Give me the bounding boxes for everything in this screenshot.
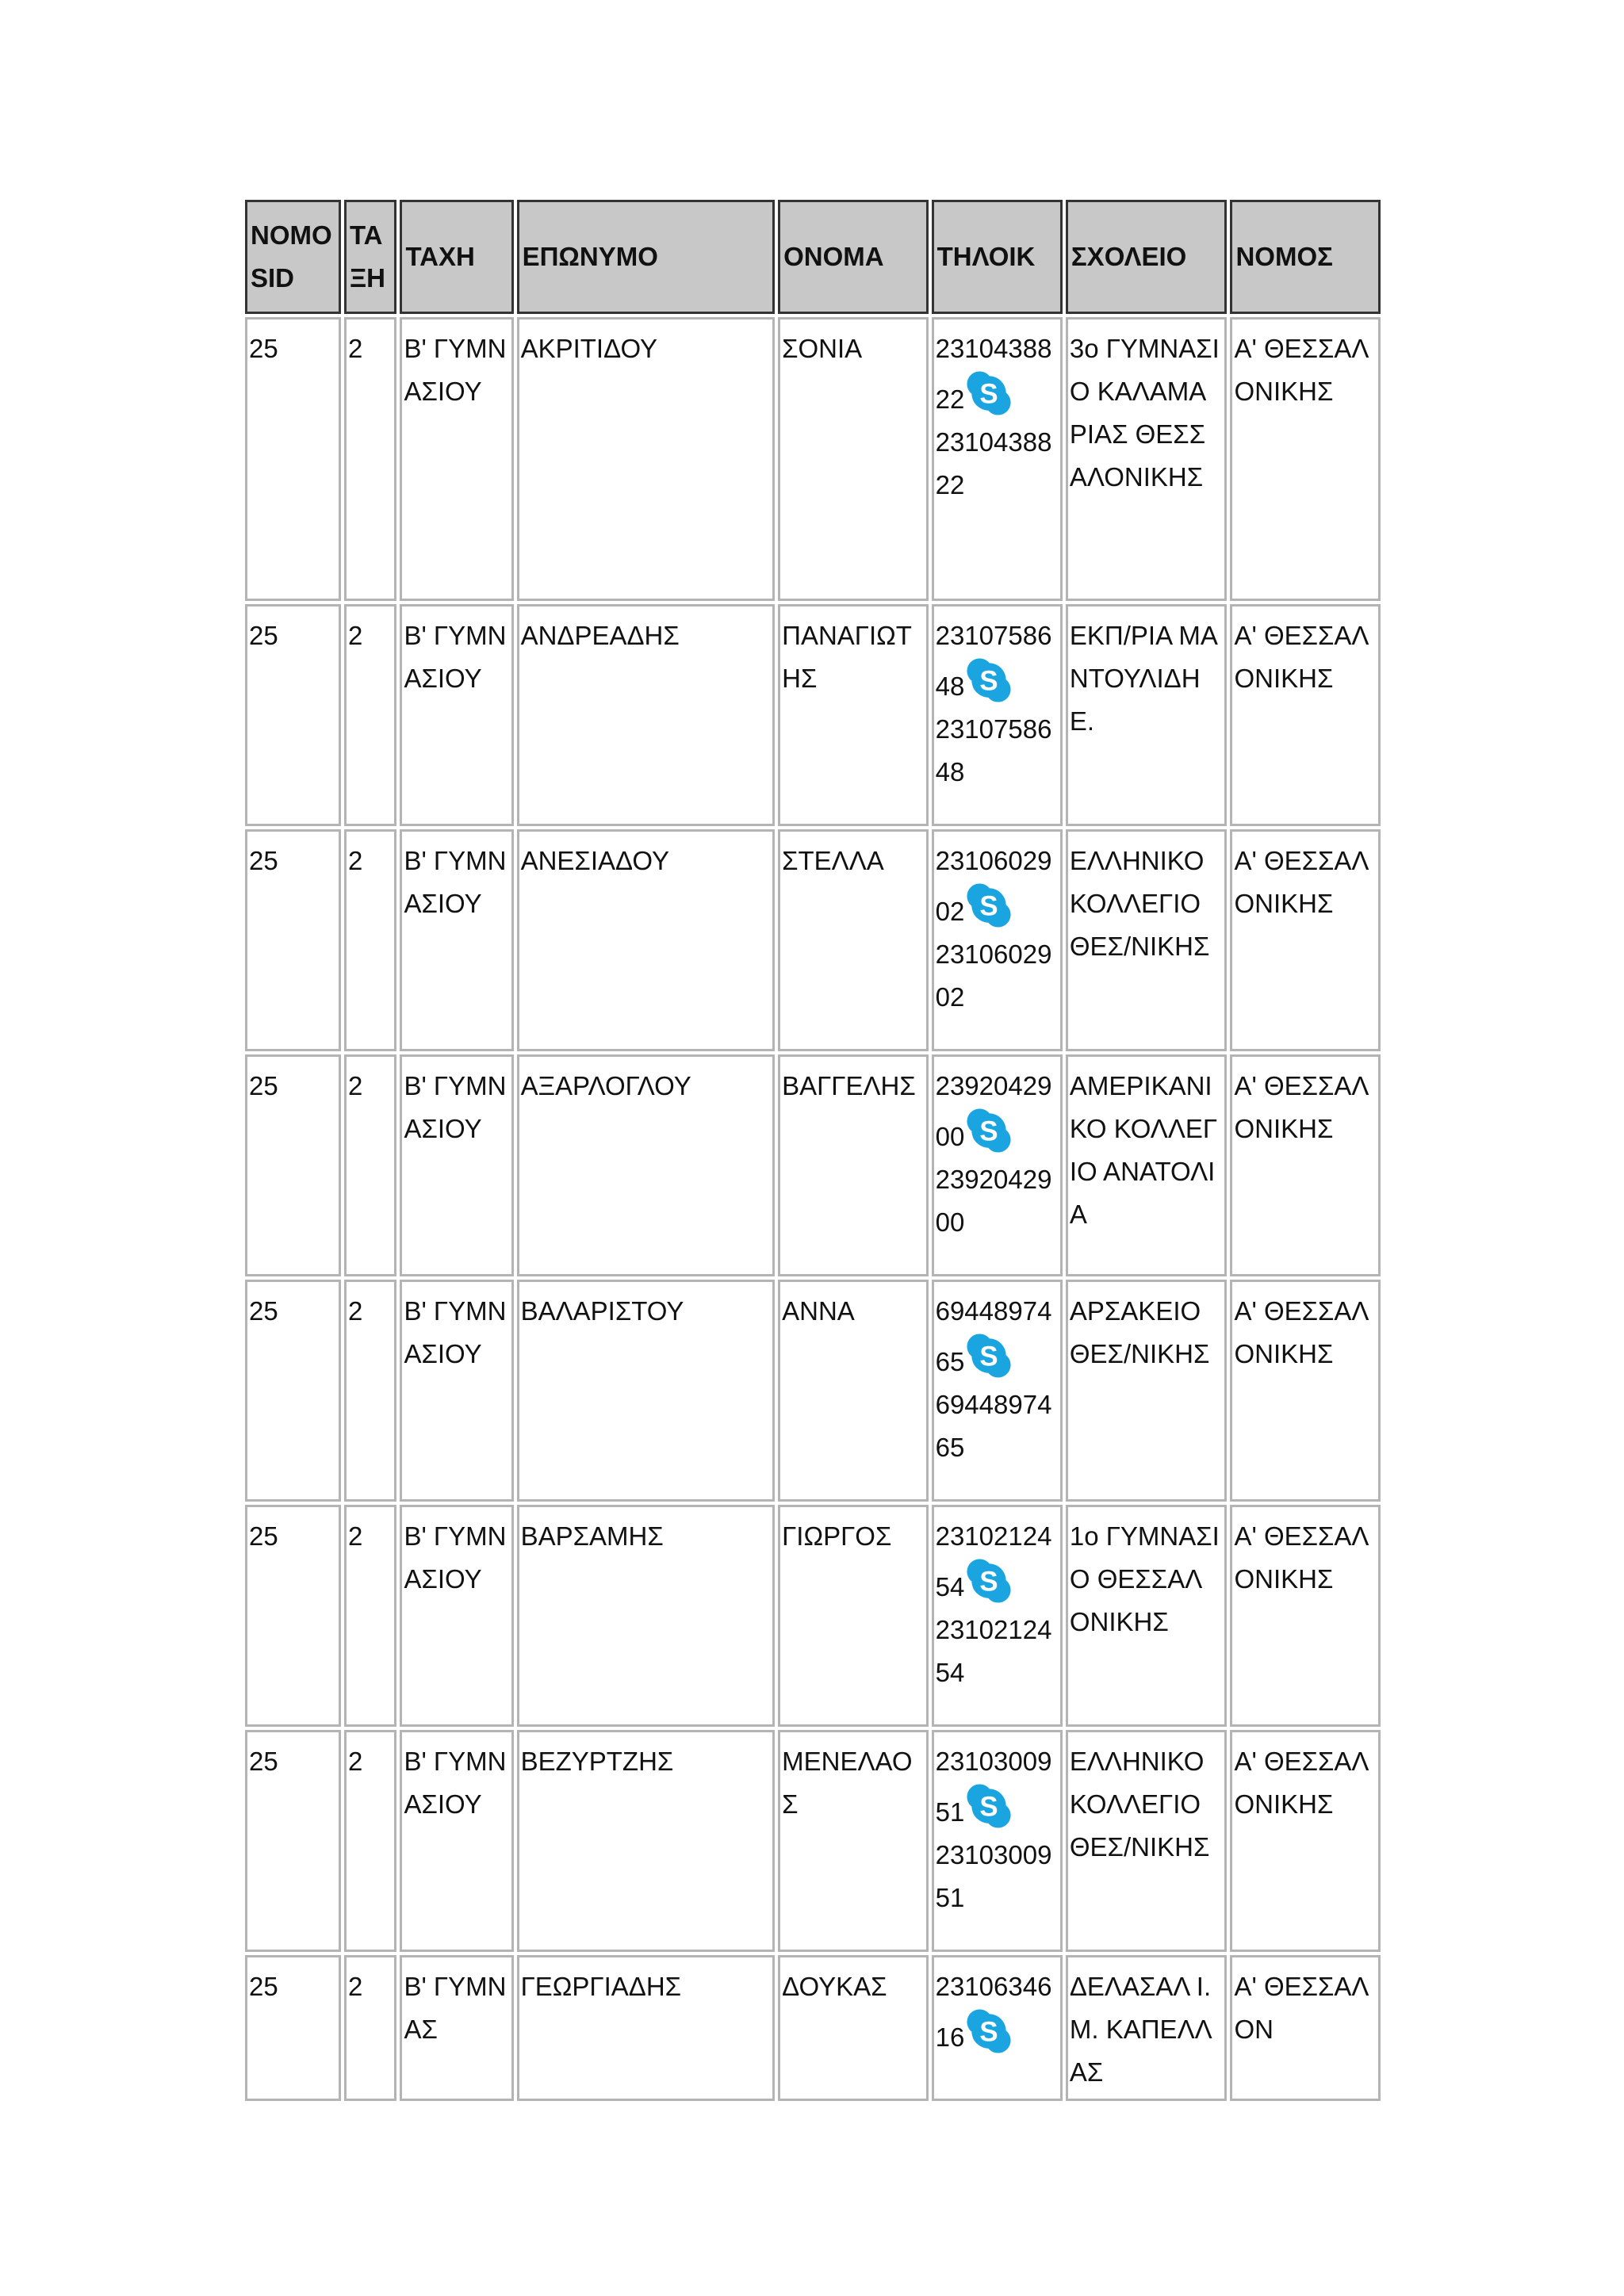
header-nomosid: NOMO SID (245, 200, 341, 314)
phone-number-repeat: 2310212454 (935, 1615, 1052, 1687)
cell-onoma: ΣΤΕΛΛΑ (778, 829, 928, 1051)
table-row (245, 1955, 1381, 2101)
cell-nomos: Α' ΘΕΣΣΑΛΟΝΙΚΗΣ (1230, 1730, 1381, 1952)
cell-nomos: Α' ΘΕΣΣΑΛΟΝΙΚΗΣ (1230, 829, 1381, 1051)
phone-number: 2310634616 (935, 1972, 1052, 2052)
cell-taxi: 2 (344, 317, 397, 601)
cell-phone (932, 1730, 1063, 1952)
skype-icon[interactable] (966, 2008, 1012, 2054)
phone-number-repeat: 2310300951 (935, 1840, 1052, 1912)
cell-taxi: 2 (344, 1054, 397, 1276)
svg-text:S: S (979, 1791, 998, 1823)
table-row (245, 317, 1381, 601)
cell-taxi: 2 (344, 1280, 397, 1502)
cell-sxoleio: ΕΛΛΗΝΙΚΟ ΚΟΛΛΕΓΙΟ ΘΕΣ/ΝΙΚΗΣ (1066, 1730, 1228, 1952)
cell-nomos: Α' ΘΕΣΣΑΛΟΝΙΚΗΣ (1230, 1054, 1381, 1276)
svg-text:S: S (979, 378, 998, 410)
skype-icon[interactable] (966, 1558, 1012, 1604)
phone-number-repeat: 2310602902 (935, 939, 1052, 1012)
cell-nomos: Α' ΘΕΣΣΑΛΟΝΙΚΗΣ (1230, 604, 1381, 826)
cell-taxh: Β' ΓΥΜΝΑΣΙΟΥ (400, 1505, 513, 1727)
cell-onoma: ΠΑΝΑΓΙΩΤΗΣ (778, 604, 928, 826)
cell-sxoleio: ΕΛΛΗΝΙΚΟ ΚΟΛΛΕΓΙΟ ΘΕΣ/ΝΙΚΗΣ (1066, 829, 1228, 1051)
cell-sxoleio: 1ο ΓΥΜΝΑΣΙΟ ΘΕΣΣΑΛΟΝΙΚΗΣ (1066, 1505, 1228, 1727)
cell-sxoleio: ΕΚΠ/ΡΙΑ ΜΑΝΤΟΥΛΙΔΗ Ε. (1066, 604, 1228, 826)
cell-eponymo: ΑΚΡΙΤΙΔΟΥ (517, 317, 776, 601)
cell-eponymo: ΒΑΛΑΡΙΣΤΟΥ (517, 1280, 776, 1502)
cell-taxh: Β' ΓΥΜΝΑΣΙΟΥ (400, 604, 513, 826)
phone-number: 2310602902 (935, 846, 1052, 926)
phone-number-repeat: 2310758648 (935, 714, 1052, 786)
cell-taxi: 2 (344, 1730, 397, 1952)
cell-sxoleio: ΔΕΛΑΣΑΛ Ι.Μ. ΚΑΠΕΛΛΑΣ (1066, 1955, 1228, 2101)
header-onoma: ΟΝΟΜΑ (778, 200, 928, 314)
table-row (245, 1730, 1381, 1952)
skype-icon[interactable] (966, 1783, 1012, 1829)
svg-text:S: S (979, 890, 998, 922)
svg-text:S: S (979, 1341, 998, 1372)
students-table (242, 197, 1384, 2104)
cell-phone (932, 1955, 1063, 2101)
skype-icon[interactable] (966, 882, 1012, 928)
cell-taxi: 2 (344, 604, 397, 826)
cell-taxh: Β' ΓΥΜΝΑΣΙΟΥ (400, 1280, 513, 1502)
cell-nomosid: 25 (245, 1955, 341, 2101)
cell-taxi: 2 (344, 1955, 397, 2101)
cell-taxi: 2 (344, 829, 397, 1051)
cell-nomosid: 25 (245, 1505, 341, 1727)
phone-number-repeat: 6944897465 (935, 1390, 1052, 1462)
table-row (245, 1505, 1381, 1727)
table-row (245, 1280, 1381, 1502)
phone-number: 2310212454 (935, 1521, 1052, 1601)
cell-eponymo: ΓΕΩΡΓΙΑΔΗΣ (517, 1955, 776, 2101)
cell-eponymo: ΑΝΔΡΕΑΔΗΣ (517, 604, 776, 826)
skype-icon[interactable] (966, 1333, 1012, 1379)
skype-icon[interactable] (966, 1108, 1012, 1154)
svg-text:S: S (979, 2016, 998, 2048)
table-row (245, 1054, 1381, 1276)
header-tiloik: ΤΗΛΟΙΚ (932, 200, 1063, 314)
cell-sxoleio: ΑΡΣΑΚΕΙΟ ΘΕΣ/ΝΙΚΗΣ (1066, 1280, 1228, 1502)
cell-eponymo: ΑΝΕΣΙΑΔΟΥ (517, 829, 776, 1051)
cell-phone (932, 829, 1063, 1051)
cell-nomosid: 25 (245, 829, 341, 1051)
phone-number: 6944897465 (935, 1296, 1052, 1376)
table-row (245, 829, 1381, 1051)
cell-taxh: Β' ΓΥΜΝΑΣ (400, 1955, 513, 2101)
cell-nomos: Α' ΘΕΣΣΑΛΟΝΙΚΗΣ (1230, 1505, 1381, 1727)
cell-phone (932, 1054, 1063, 1276)
cell-sxoleio: ΑΜΕΡΙΚΑΝΙΚΟ ΚΟΛΛΕΓΙΟ ΑΝΑΤΟΛΙΑ (1066, 1054, 1228, 1276)
cell-onoma: ΜΕΝΕΛΑΟΣ (778, 1730, 928, 1952)
cell-onoma: ΓΙΩΡΓΟΣ (778, 1505, 928, 1727)
table-header-row (245, 200, 1381, 314)
skype-icon[interactable] (966, 370, 1012, 416)
svg-text:S: S (979, 1566, 998, 1598)
header-sxoleio: ΣΧΟΛΕΙΟ (1066, 200, 1228, 314)
cell-nomosid: 25 (245, 1730, 341, 1952)
cell-taxh: Β' ΓΥΜΝΑΣΙΟΥ (400, 1054, 513, 1276)
header-eponymo: ΕΠΩΝΥΜΟ (517, 200, 776, 314)
cell-nomos: Α' ΘΕΣΣΑΛΟΝ (1230, 1955, 1381, 2101)
cell-taxh: Β' ΓΥΜΝΑΣΙΟΥ (400, 829, 513, 1051)
cell-eponymo: ΑΞΑΡΛΟΓΛΟΥ (517, 1054, 776, 1276)
cell-phone (932, 1505, 1063, 1727)
cell-nomosid: 25 (245, 1280, 341, 1502)
cell-nomosid: 25 (245, 1054, 341, 1276)
skype-icon[interactable] (966, 657, 1012, 703)
cell-eponymo: ΒΕΖΥΡΤΖΗΣ (517, 1730, 776, 1952)
phone-number: 2310300951 (935, 1747, 1052, 1827)
svg-text:S: S (979, 665, 998, 697)
phone-number: 2310438822 (935, 334, 1052, 414)
cell-eponymo: ΒΑΡΣΑΜΗΣ (517, 1505, 776, 1727)
cell-taxh: Β' ΓΥΜΝΑΣΙΟΥ (400, 317, 513, 601)
phone-number: 2310758648 (935, 621, 1052, 701)
svg-text:S: S (979, 1115, 998, 1147)
cell-taxh: Β' ΓΥΜΝΑΣΙΟΥ (400, 1730, 513, 1952)
cell-nomos: Α' ΘΕΣΣΑΛΟΝΙΚΗΣ (1230, 1280, 1381, 1502)
table-row (245, 604, 1381, 826)
cell-nomosid: 25 (245, 317, 341, 601)
cell-onoma: ΒΑΓΓΕΛΗΣ (778, 1054, 928, 1276)
phone-number-repeat: 2392042900 (935, 1165, 1052, 1237)
cell-nomos: Α' ΘΕΣΣΑΛΟΝΙΚΗΣ (1230, 317, 1381, 601)
cell-taxi: 2 (344, 1505, 397, 1727)
cell-onoma: ΔΟΥΚΑΣ (778, 1955, 928, 2101)
header-nomos: ΝΟΜΟΣ (1230, 200, 1381, 314)
cell-onoma: ΣΟΝΙΑ (778, 317, 928, 601)
phone-number-repeat: 2310438822 (935, 427, 1052, 499)
table-body (245, 317, 1381, 2101)
phone-number: 2392042900 (935, 1071, 1052, 1151)
cell-phone (932, 317, 1063, 601)
header-taxh: ΤΑΧΗ (400, 200, 513, 314)
cell-onoma: ΑΝΝΑ (778, 1280, 928, 1502)
cell-phone (932, 604, 1063, 826)
cell-nomosid: 25 (245, 604, 341, 826)
header-taxi: ΤΑΞΗ (344, 200, 397, 314)
cell-sxoleio: 3ο ΓΥΜΝΑΣΙΟ ΚΑΛΑΜΑΡΙΑΣ ΘΕΣΣΑΛΟΝΙΚΗΣ (1066, 317, 1228, 601)
cell-phone (932, 1280, 1063, 1502)
